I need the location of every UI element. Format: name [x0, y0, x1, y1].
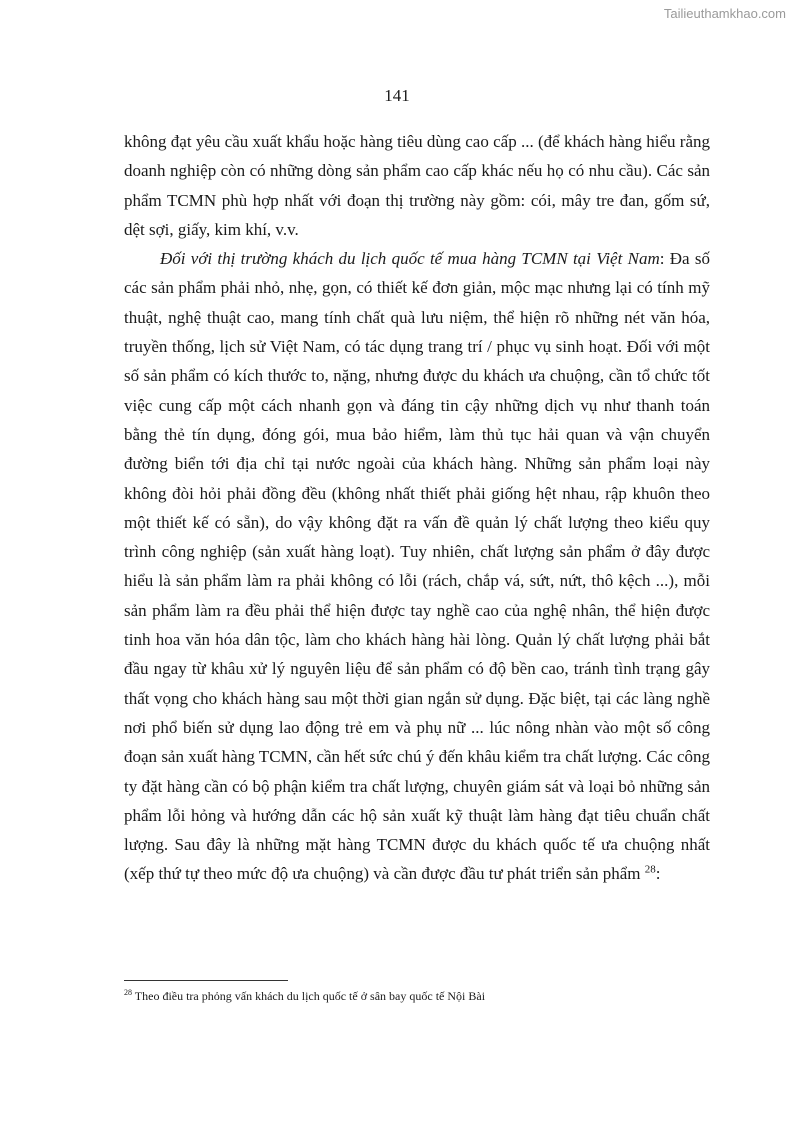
- paragraph-2-body: Đa số các sản phẩm phải nhỏ, nhẹ, gọn, có thiết kế đơn giản, mộc mạc nhưng lại có tính mỹ thuật, nghệ thuật cao, mang tính chất quà lưu niệm, thể hiện rõ những nét văn hóa, truyền thống, lịch sử Việt Nam, có tác dụng trang trí / phục vụ sinh hoạt. Đối với một số sản phẩm có kích thước to, nặng, nhưng được du khách ưa chuộng, cần tổ chức tốt việc cung cấp một cách nhanh gọn và đáng tin cậy những dịch vụ như thanh toán bằng thẻ tín dụng, đóng gói, mua bảo hiểm, làm thủ tục hải quan và vận chuyển đường biển tới địa chỉ tại nước ngoài của khách hàng. Những sản phẩm loại này không đòi hỏi phải đồng đều (không nhất thiết phải giống hệt nhau, rập khuôn theo một thiết kế có sẵn), do vậy không đặt ra vấn đề quản lý chất lượng theo kiểu quy trình công nghiệp (sản xuất hàng loạt). Tuy nhiên, chất lượng sản phẩm ở đây được hiểu là sản phẩm làm ra phải không có lỗi (rách, chắp vá, sứt, nứt, thô kệch ...), mỗi sản phẩm làm ra đều phải thể hiện được tay nghề cao của nghệ nhân, thể hiện được tinh hoa văn hóa dân tộc, làm cho khách hàng hài lòng. Quản lý chất lượng phải bắt đầu ngay từ khâu xử lý nguyên liệu để sản phẩm có độ bền cao, tránh tình trạng gây thất vọng cho khách hàng sau một thời gian ngắn sử dụng. Đặc biệt, tại các làng nghề nơi phổ biến sử dụng lao động trẻ em và phụ nữ ... lúc nông nhàn vào một số công đoạn sản xuất hàng TCMN, cần hết sức chú ý đến khâu kiểm tra chất lượng. Các công ty đặt hàng cần có bộ phận kiểm tra chất lượng, chuyên giám sát và loại bỏ những sản phẩm lỗi hỏng và hướng dẫn các hộ sản xuất kỹ thuật làm hàng đạt tiêu chuẩn chất lượng. Sau đây là những mặt hàng TCMN được du khách quốc tế ưa chuộng nhất (xếp thứ tự theo mức độ ưa chuộng) và cần được đầu tư phát triển sản phẩm: [124, 249, 710, 884]
- footnote-reference[interactable]: 28: [644, 863, 656, 876]
- page-body: [124, 127, 710, 889]
- footnote-number: 28: [124, 988, 132, 997]
- footnote-divider: [124, 980, 288, 981]
- page-number: 141: [384, 86, 410, 105]
- paragraph-2-heading: Đối với thị trường khách du lịch quốc tế mua hàng TCMN tại Việt Nam: [160, 249, 660, 269]
- watermark: Tailieuthamkhao.com: [663, 6, 786, 21]
- paragraph-2-heading-colon: :: [659, 249, 665, 269]
- footnote: [124, 988, 710, 1004]
- paragraph-2-end: :: [655, 864, 661, 884]
- footnote-text: Theo điều tra phỏng vấn khách du lịch quốc tế ở sân bay quốc tế Nội Bài: [132, 989, 486, 1003]
- paragraph-2: [124, 244, 710, 889]
- paragraph-1: không đạt yêu cầu xuất khẩu hoặc hàng tiêu dùng cao cấp ... (để khách hàng hiểu rằng doanh nghiệp còn có những dòng sản phẩm cao cấp khác nếu họ có nhu cầu). Các sản phẩm TCMN phù hợp nhất với đoạn thị trường này gồm: cói, mây tre đan, gốm sứ, dệt sợi, giấy, kim khí, v.v.: [124, 132, 710, 239]
